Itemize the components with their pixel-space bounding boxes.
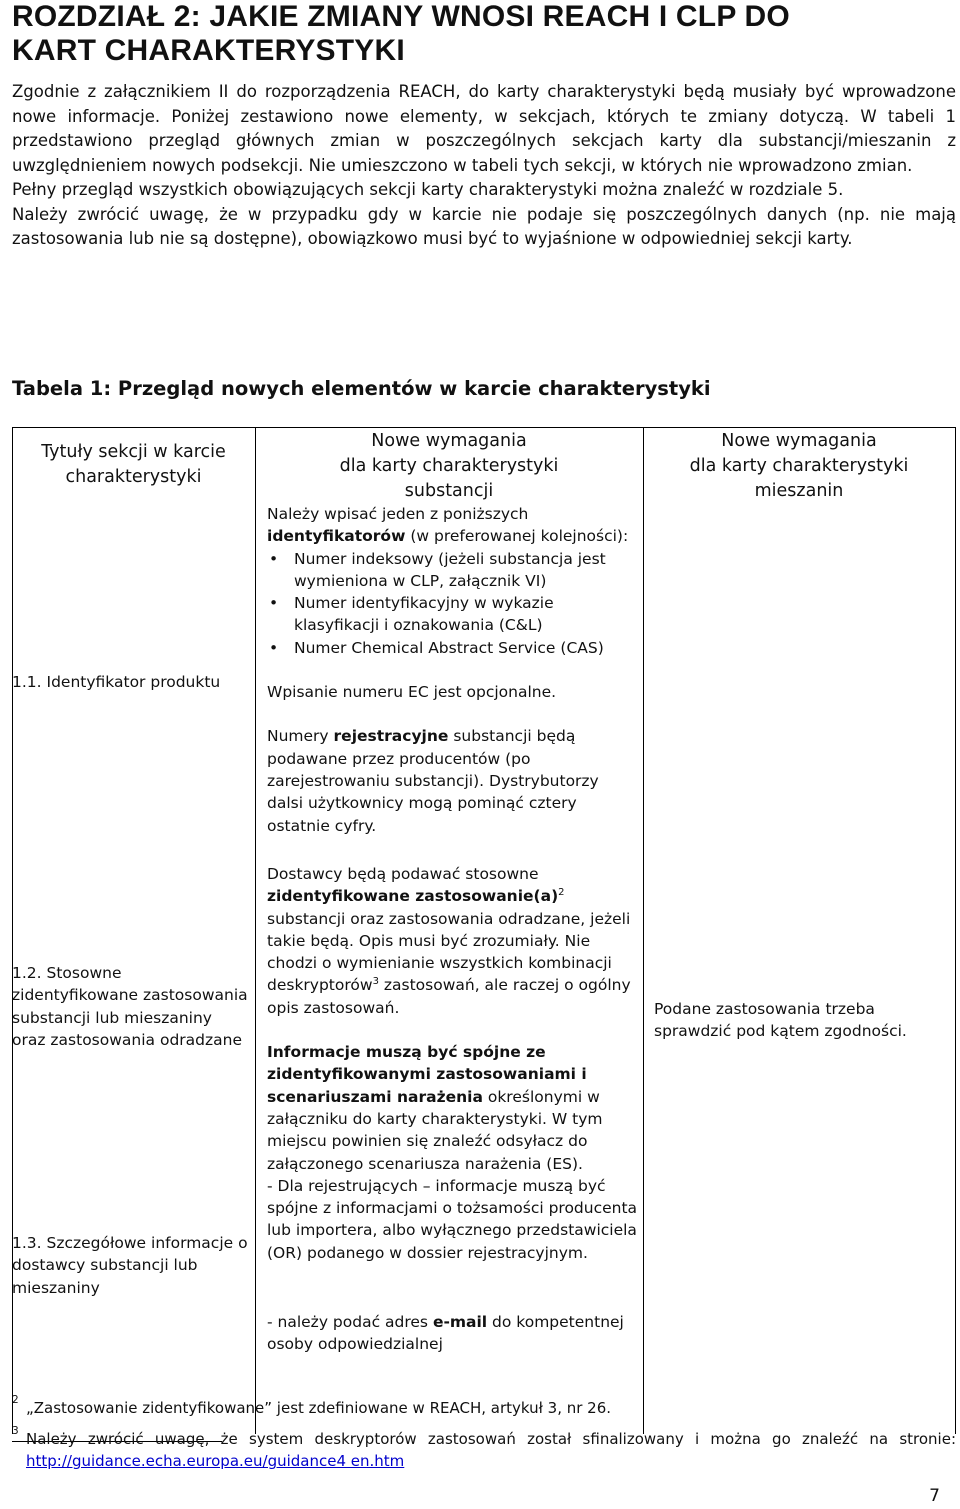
footnote-3 [12,1425,956,1472]
substance-requirements-1-2 [267,863,642,1264]
email-requirement-text: - należy podać adres [267,1313,433,1331]
footnote-3-text: Należy zwrócić uwagę, że system deskryptorów zastosowań został sfinalizowany i można go znaleźć na stronie: [26,1430,956,1448]
registration-note-tail: substancji będą podawane przez producentów (po zarejestrowaniu substancji). Dystrybutorzy dalsi użytkownicy mogą pominąć cztery ostatnie cyfry. [267,727,599,835]
footnote-2-number: 2 [12,1394,19,1406]
identifier-list [267,548,637,659]
identified-uses-tail: substancji oraz zastosowania odradzane, jeżeli takie będą. Opis musi być zrozumiały. Nie chodzi o wymienianie wszystkich kombinacji deskryptorów [267,909,631,995]
chapter-heading-line-2: KART CHARAKTERYSTYKI [12,34,405,67]
section-1-3-title: 1.3. Szczegółowe informacje o dostawcy substancji lub mieszaniny [12,1234,248,1297]
footnote-2-text: „Zastosowanie zidentyfikowane” jest zdefiniowane w REACH, artykuł 3, nr 26. [26,1399,612,1417]
list-item: • Numer indeksowy (jeżeli substancja jest wymieniona w CLP, załącznik VI) [267,548,637,593]
header-section-titles-label: Tytuły sekcji w karcie charakterystyki [41,442,226,487]
footnote-ref-2: 2 [558,887,565,899]
chapter-heading [12,0,956,68]
header-substance-line-1: Nowe wymagania [371,431,527,451]
email-requirement-tail: do kompetentnej osoby odpowiedzialnej [267,1313,624,1354]
intro-paragraph-1: Zgodnie z załącznikiem II do rozporządzenia REACH, do karty charakterystyki będą musiały być wprowadzone nowe informacje. Poniżej zestawiono nowe elementy, w sekcjach, których te zmiany dotyczą. W tabeli 1 przedstawiono przegląd głównych zmian w poszczególnych sekcjach karty dla substancji/mieszanin z uwzględnieniem nowych podsekcji. Nie umieszczono w tabeli tych sekcji, w których nie wprowadzono zmian. [12,82,956,175]
registration-note-text: Numery [267,727,334,746]
intro-paragraph-2: Pełny przegląd wszystkich obowiązujących sekcji karty charakterystyki można znaleźć w rozdziale 5. [12,180,844,199]
guidance-link[interactable]: http://guidance.echa.europa.eu/guidance4 en.htm [26,1452,405,1470]
substance-requirements-1-3 [267,1311,637,1356]
intro-text [12,80,956,252]
footnote-2 [12,1394,956,1419]
header-substance-line-2: dla karty charakterystyki [339,456,559,476]
identifier-intro-tail: (w preferowanej kolejności): [405,527,629,546]
table-border-top [12,427,956,428]
table-border-right [955,427,956,1434]
consistency-paragraph [267,1041,642,1175]
identifier-intro-text: Należy wpisać jeden z poniższych [267,505,529,523]
header-mixture-line-2: dla karty charakterystyki [689,456,909,476]
intro-paragraph-3: Należy zwrócić uwagę, że w przypadku gdy w karcie nie podaje się poszczególnych danych (np. nie mają zastosowania lub nie są dostępne), obowiązkowo musi być to wyjaśnione w odpowiedniej sekcji karty. [12,204,956,248]
table-column-divider-1 [255,427,256,1434]
identified-uses-text: Dostawcy będą podawać stosowne [267,865,539,883]
section-1-2-title: 1.2. Stosowne zidentyfikowane zastosowania substancji lub mieszaniny oraz zastosowania odradzane [12,964,248,1049]
identifier-intro-bold: identyfikatorów [267,527,406,546]
identified-uses-end: zastosowań, ale raczej o ogólny opis zastosowań. [267,976,631,1017]
header-substance-requirements [257,429,641,504]
chapter-heading-line-1: ROZDZIAŁ 2: JAKIE ZMIANY WNOSI REACH I CLP DO [12,0,790,33]
list-item: • Numer identyfikacyjny w wykazie klasyfikacji i oznakowania (C&L) [267,592,637,637]
document-page [12,0,956,1506]
identifier-intro [267,503,637,548]
section-1-1-title: 1.1. Identyfikator produktu [12,673,221,691]
registration-note-bold: rejestracyjne [333,727,449,746]
list-item: • Numer Chemical Abstract Service (CAS) [267,637,637,659]
table-column-divider-2 [643,427,644,1434]
consistency-bold: Informacje muszą być spójne ze zidentyfikowanymi zastosowaniami i scenariuszami narażenia [267,1043,587,1106]
mixture-requirements-1-2: Podane zastosowania trzeba sprawdzić pod kątem zgodności. [654,1000,907,1041]
footnote-3-number: 3 [12,1425,19,1437]
footnote-ref-3: 3 [372,976,379,988]
header-mixture-requirements [645,429,953,504]
identified-uses-paragraph [267,863,642,1019]
ec-number-note: Wpisanie numeru EC jest opcjonalne. [267,683,557,702]
header-mixture-line-3: mieszanin [754,481,844,501]
identified-uses-bold: zidentyfikowane zastosowanie(a) [267,887,559,906]
page-number: 7 [929,1486,940,1506]
header-section-titles [14,440,253,490]
email-requirement [267,1311,637,1356]
email-requirement-bold: e-mail [432,1313,488,1331]
consistency-text: określonymi w załączniku do karty charakterystyki. W tym miejscu powinien się znaleźć odsyłacz do załączonego scenariusza narażenia (ES). [267,1087,603,1173]
table-title: Tabela 1: Przegląd nowych elementów w karcie charakterystyki [12,377,711,400]
requirements-table [12,427,956,1434]
header-mixture-line-1: Nowe wymagania [721,431,877,451]
header-substance-line-3: substancji [404,481,494,501]
registration-number-note [267,725,637,836]
registrants-paragraph: - Dla rejestrujących – informacje muszą być spójne z informacjami o tożsamości producenta lub importera, albo wyłącznego przedstawiciela (OR) podanego w dossier rejestracyjnym. [267,1176,638,1262]
substance-requirements-1-1 [267,503,637,837]
